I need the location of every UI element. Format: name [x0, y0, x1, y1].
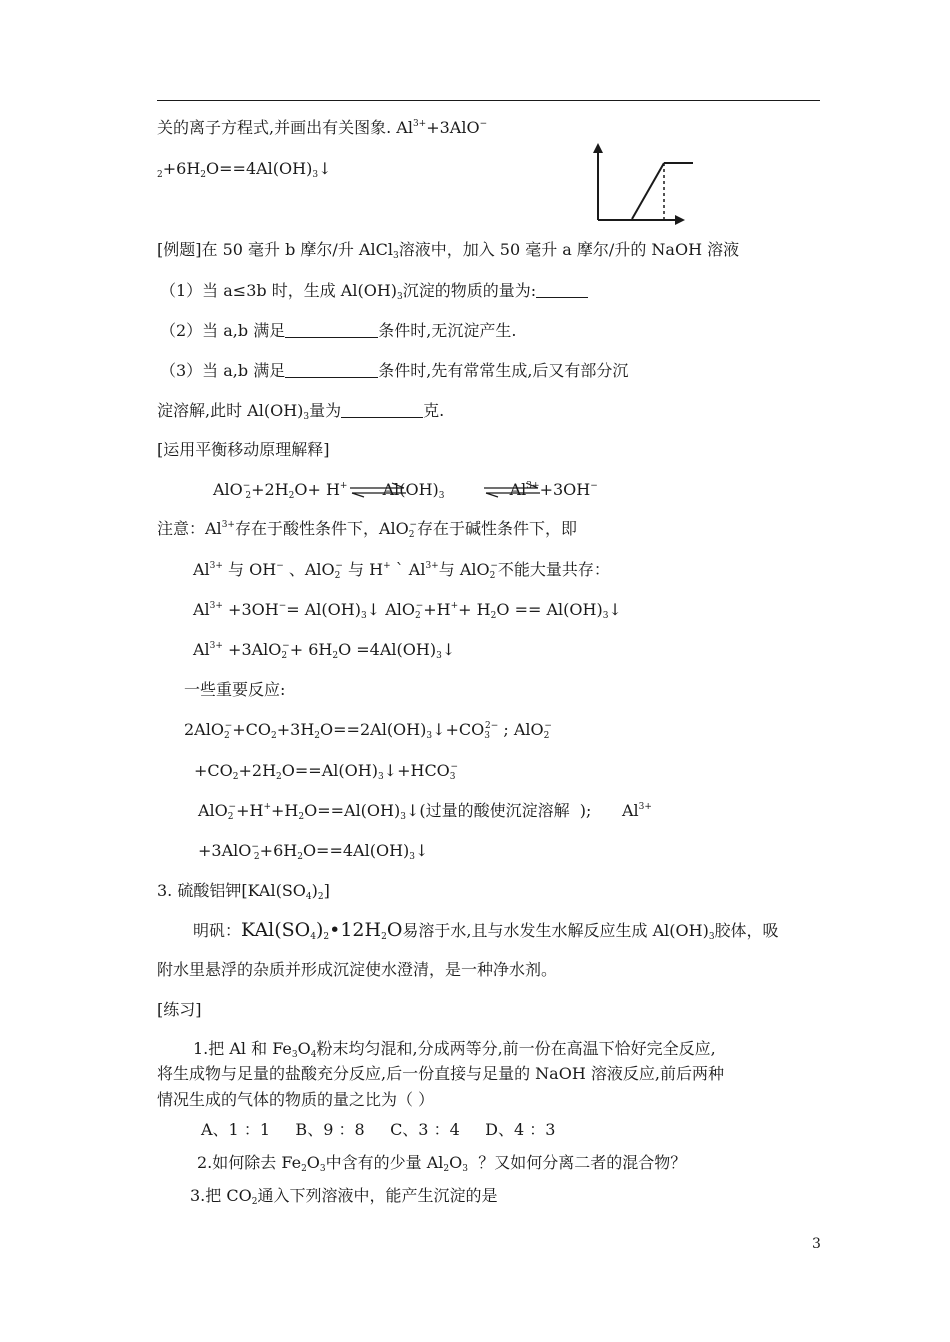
superscript: + [263, 802, 271, 812]
superscript: − [228, 802, 237, 812]
superscript: + [339, 481, 348, 491]
text: +CO [232, 720, 272, 739]
text: 关的离子方程式,并画出有关图象. Al [157, 118, 413, 137]
subscript: 4 [310, 1050, 317, 1060]
text: AlO [213, 480, 243, 499]
text: 溶液中，加入 50 毫升 a 摩尔/升的 NaOH 溶液 [398, 240, 740, 259]
text: 胶体，吸 [714, 921, 779, 940]
superscript: 3+ [209, 561, 223, 571]
text: （1）当 a≤3b 时，生成 Al(OH) [160, 281, 398, 300]
practice-1-line-2: 将生成物与足量的盐酸充分反应,后一份直接与足量的 NaOH 溶液反应,前后两种 [157, 1064, 724, 1083]
text: 2AlO [184, 720, 224, 739]
equilibrium-heading: [运用平衡移动原理解释] [157, 440, 330, 459]
superscript: − [479, 119, 488, 129]
text: O =4Al(OH) [338, 640, 437, 659]
subscript: 2 [157, 170, 163, 180]
reaction-4 [198, 841, 428, 861]
subscript: 3 [291, 1050, 298, 1060]
precipitate-sketch-graph [585, 140, 695, 230]
text: 3.把 CO [190, 1186, 252, 1205]
text: ` Al [390, 560, 426, 579]
text: 中含有的少量 Al [325, 1153, 444, 1172]
text: O==4Al(OH) [206, 159, 313, 178]
text: 量为 [309, 401, 342, 420]
text: 条件时,先有常常生成,后又有部分沉 [378, 361, 629, 380]
subscript: 3 [377, 772, 384, 782]
subscript: 2 [301, 1164, 307, 1174]
subscript: 3 [409, 852, 416, 862]
formula-text: ) [315, 919, 324, 941]
text: O [306, 1153, 320, 1172]
text: Al [193, 600, 210, 619]
subscript: 2 [288, 491, 295, 501]
subscript: 3 [426, 731, 433, 741]
superscript: 3+ [526, 481, 540, 491]
y-axis-arrow-icon [593, 143, 603, 153]
text: +H [236, 801, 264, 820]
subscript: 3 [312, 170, 319, 180]
text: O==Al(OH) [281, 761, 378, 780]
practice-2 [197, 1153, 686, 1173]
text: +2H [251, 480, 289, 499]
page-number: 3 [812, 1236, 821, 1252]
subscript: 2 [251, 1197, 258, 1207]
text: Al [193, 640, 210, 659]
example-question-2 [160, 321, 516, 341]
text: ↓ AlO [366, 600, 415, 619]
alum-description-2: 附水里悬浮的杂质并形成沉淀使水澄清，是一种净水剂。 [157, 960, 558, 979]
text: ↓ [441, 640, 456, 659]
text: O==Al(OH) [304, 801, 401, 820]
superscript: − [590, 481, 598, 491]
superscript: − [490, 561, 498, 571]
subscript: 2 [332, 651, 339, 661]
reaction-1 [184, 720, 552, 740]
text: +CO [194, 761, 233, 780]
subscript: 4 [305, 892, 312, 902]
superscript: − [544, 721, 552, 731]
subscript: 2 [408, 530, 415, 540]
subscript: 2 [490, 611, 497, 621]
text: +3AlO [198, 841, 252, 860]
superscript: − [276, 561, 284, 571]
text: Al [509, 480, 527, 499]
superscript: 3+ [425, 561, 439, 571]
subscript: 2 [298, 812, 305, 822]
subscript: 2 [543, 731, 550, 741]
note-coexistence [193, 560, 610, 580]
subscript: 3 [449, 772, 456, 782]
equation-line-2 [157, 159, 332, 179]
practice-heading: [练习] [157, 1000, 202, 1019]
superscript: 3+ [209, 601, 223, 611]
formula-text: KAl(SO [241, 919, 311, 941]
subscript: 2 [297, 852, 303, 862]
formula-text: •12H [329, 919, 382, 941]
superscript: − [335, 561, 343, 571]
subscript: 3 [360, 611, 367, 621]
superscript: − [282, 641, 290, 651]
subscript: 3 [392, 251, 399, 261]
reactions-heading: 一些重要反应: [184, 680, 286, 699]
text: +3OH [222, 600, 279, 619]
superscript: − [409, 520, 418, 530]
subscript: 2 [227, 812, 234, 822]
text: ↓ [608, 600, 622, 619]
subscript: 2 [323, 932, 330, 942]
superscript: − [450, 762, 459, 772]
example-question-3-cont [157, 401, 444, 421]
text: 易溶于水,且与水发生水解反应生成 Al(OH) [402, 921, 709, 940]
superscript: − [251, 842, 259, 852]
example-question-1 [160, 281, 588, 301]
subscript: 2 [200, 170, 207, 180]
text: （3）当 a,b 满足 [160, 361, 286, 380]
subscript: 3 [438, 491, 445, 501]
superscript: 2− [485, 721, 499, 731]
subscript: 2 [245, 491, 252, 501]
answer-blank[interactable] [536, 283, 588, 298]
superscript: 3+ [638, 802, 652, 812]
subscript: 2 [223, 731, 230, 741]
alum-description-1 [193, 920, 779, 941]
text: O [297, 1039, 311, 1058]
subscript: 2 [317, 892, 324, 902]
down-arrow: ↓ [318, 159, 332, 178]
reaction-2 [194, 761, 458, 781]
text: + 6H [289, 640, 333, 659]
text: +H [423, 600, 451, 619]
subscript: 2 [414, 611, 421, 621]
equilibrium-arrow-icon [482, 480, 542, 498]
superscript: 3+ [221, 520, 235, 530]
text: ] [323, 881, 330, 900]
subscript: 2 [253, 852, 260, 862]
subscript: 2 [276, 772, 282, 782]
text: ↓+HCO [383, 761, 450, 780]
text: 沉淀的物质的量为: [402, 281, 537, 300]
text: Al(OH) [382, 480, 439, 499]
text: 、AlO [283, 560, 335, 579]
superscript: − [278, 601, 287, 611]
text: Al [193, 560, 210, 579]
text: 不能大量共存： [497, 560, 610, 579]
note-equation-2 [193, 640, 455, 660]
alum-heading [157, 881, 330, 901]
text: （2）当 a,b 满足 [160, 321, 286, 340]
subscript: 2 [232, 772, 239, 782]
text: 条件时,无沉淀产生. [378, 321, 517, 340]
subscript: 2 [271, 731, 277, 741]
superscript: − [242, 481, 251, 491]
subscript: 2 [489, 571, 496, 581]
text: ？又如何分离二者的混合物？ [468, 1153, 687, 1172]
text: 淀溶解,此时 Al(OH) [157, 401, 304, 420]
subscript: 4 [310, 932, 316, 942]
subscript: 3 [602, 611, 609, 621]
text: O == Al(OH) [496, 600, 603, 619]
text: 粉末均匀混和,分成两等分,前一份在高温下恰好完全反应, [316, 1039, 716, 1058]
subscript: 3 [484, 731, 491, 741]
answer-blank[interactable] [341, 403, 423, 418]
text: ↓ [415, 841, 429, 860]
superscript: − [224, 721, 233, 731]
text: [例题]在 50 毫升 b 摩尔/升 AlCl [157, 240, 393, 259]
subscript: 2 [381, 932, 387, 942]
header-rule [157, 100, 820, 101]
example-question-3 [160, 361, 628, 381]
text: 与 AlO [438, 560, 490, 579]
text: = Al(OH) [286, 600, 361, 619]
example-intro [157, 240, 739, 260]
subscript: 2 [334, 571, 341, 581]
practice-1-line-1 [193, 1039, 716, 1059]
text: 与 OH [222, 560, 277, 579]
text: +3H [276, 720, 315, 739]
formula-text: O [386, 919, 403, 941]
text: ↓(过量的酸使沉淀溶解 ); Al [405, 801, 639, 820]
rising-line [632, 163, 664, 219]
text: ) [311, 881, 318, 900]
subscript: 3 [436, 651, 442, 661]
subscript: 3 [319, 1164, 326, 1174]
text: 与 H [342, 560, 384, 579]
text: ; AlO [498, 720, 544, 739]
text: +3AlO [222, 640, 282, 659]
subscript: 2 [314, 731, 321, 741]
answer-blank[interactable] [285, 363, 378, 378]
text: +H [270, 801, 299, 820]
subscript: 3 [400, 812, 406, 822]
text: +6H [259, 841, 298, 860]
text: 1.把 Al 和 Fe [193, 1039, 292, 1058]
text: 注意：Al [157, 519, 222, 538]
text: +3AlO [426, 118, 480, 137]
text: +3OH [539, 480, 591, 499]
text: 存在于酸性条件下，AlO [234, 519, 409, 538]
text: 明矾： [193, 921, 242, 940]
practice-1-options: A、1 ：1 B、9 ：8 C、3 ：4 D、4 ：3 [201, 1120, 556, 1139]
practice-1-line-3: 情况生成的气体的物质的量之比为（ ） [157, 1090, 435, 1109]
x-axis-arrow-icon [675, 215, 685, 225]
reaction-3 [198, 801, 652, 821]
subscript: 2 [443, 1164, 450, 1174]
subscript: 3 [462, 1164, 469, 1174]
superscript: 3+ [209, 641, 223, 651]
answer-blank[interactable] [285, 323, 378, 338]
subscript: 3 [397, 292, 403, 302]
text: AlO [198, 801, 228, 820]
text: O==4Al(OH) [302, 841, 410, 860]
text: 存在于碱性条件下，即 [417, 519, 578, 538]
subscript: 3 [708, 932, 715, 942]
text: 2.如何除去 Fe [197, 1153, 302, 1172]
note-line [157, 519, 577, 539]
text: 克. [423, 401, 445, 420]
superscript: + [450, 601, 459, 611]
equation-line-1 [157, 118, 487, 138]
text: O+ H [294, 480, 340, 499]
practice-3 [190, 1186, 497, 1206]
subscript: 3 [303, 412, 310, 422]
text: O==2Al(OH) [320, 720, 427, 739]
text: +6H [162, 159, 201, 178]
text: + H [458, 600, 491, 619]
text: 3. 硫酸铝钾[KAl(SO [157, 881, 306, 900]
text: O [449, 1153, 463, 1172]
text: ↓+CO [432, 720, 485, 739]
superscript: − [415, 601, 424, 611]
text: 通入下列溶液中，能产生沉淀的是 [257, 1186, 498, 1205]
equilibrium-arrow-icon [348, 480, 408, 498]
superscript: + [383, 561, 391, 571]
subscript: 2 [281, 651, 288, 661]
text: +2H [238, 761, 277, 780]
superscript: 3+ [412, 119, 427, 129]
note-equation-1 [193, 600, 622, 620]
